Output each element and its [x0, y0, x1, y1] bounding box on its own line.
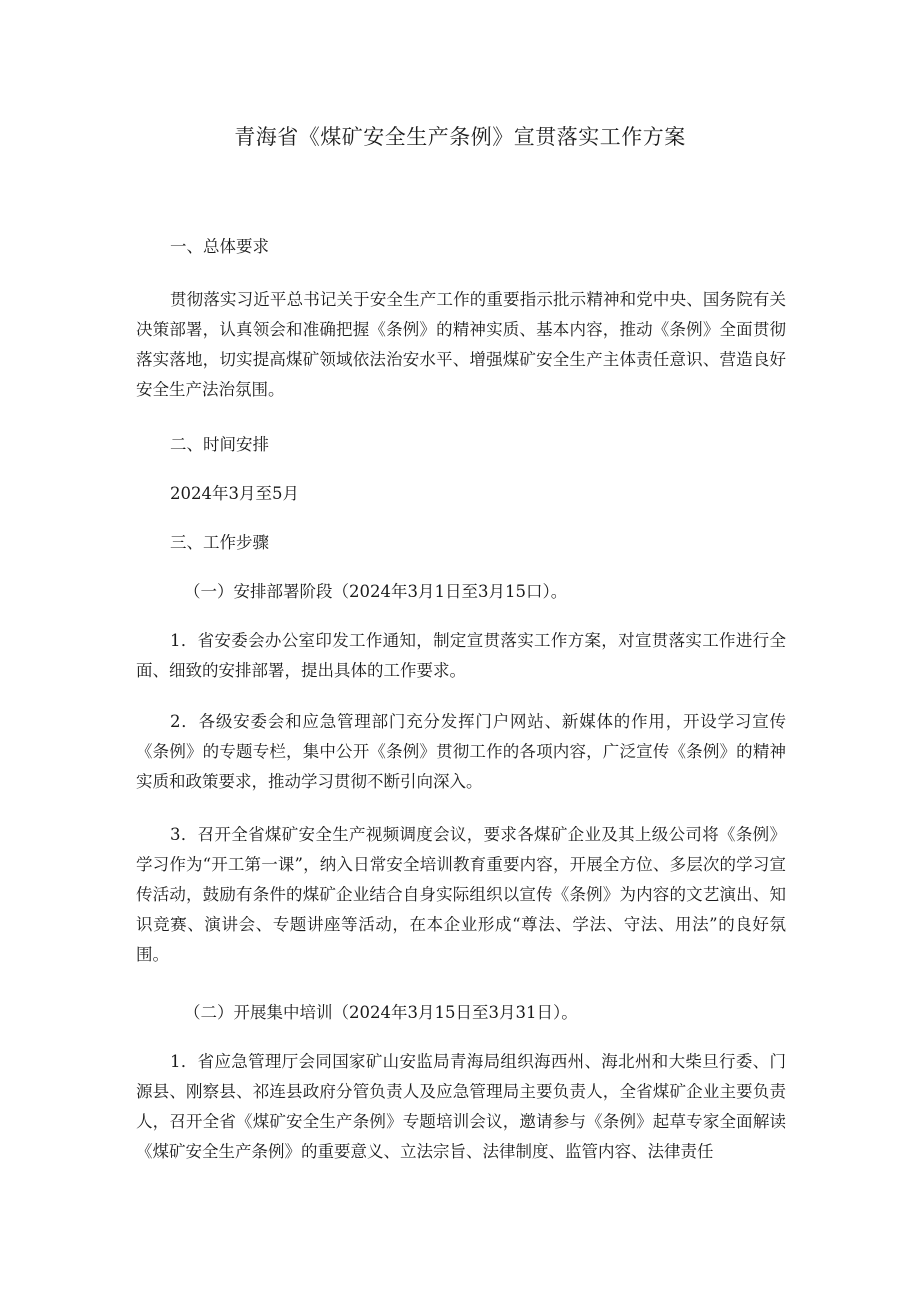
list-item-phase1-3: 3．召开全省煤矿安全生产视频调度会议，要求各煤矿企业及其上级公司将《条例》学习作为“开工第一课”，纳入日常安全培训教育重要内容，开展全方位、多层次的学习宣传活动，鼓励有条件的煤矿企业结合自身实际组织以宣传《条例》为内容的文艺演出、知识竞赛、演讲会、专题讲座等活动，在本企业形成“尊法、学法、守法、用法”的良好氛围。	[136, 825, 786, 964]
paragraph-schedule: 2024年3月至5月	[170, 484, 299, 503]
list-item-phase1-1: 1．省安委会办公室印发工作通知，制定宣贯落实工作方案，对宣贯落实工作进行全面、细致的安排部署，提出具体的工作要求。	[136, 631, 786, 680]
subheading-training-phase: （二）开展集中培训（2024年3月15日至3月31日）。	[184, 1003, 578, 1022]
subheading-deployment-phase: （一）安排部署阶段（2024年3月1日至3月15口）。	[184, 582, 568, 601]
section-heading-schedule: 二、时间安排	[170, 435, 269, 454]
section-heading-work-steps: 三、工作步骤	[170, 533, 269, 552]
list-item-phase2-1: 1．省应急管理厅会同国家矿山安监局青海局组织海西州、海北州和大柴旦行委、门源县、刚察县、祁连县政府分管负责人及应急管理局主要负责人，全省煤矿企业主要负责人，召开全省《煤矿安全生产条例》专题培训会议，邀请参与《条例》起草专家全面解读《煤矿安全生产条例》的重要意义、立法宗旨、法律制度、监管内容、法律责任	[136, 1052, 786, 1161]
section-heading-general-requirements: 一、总体要求	[170, 237, 269, 256]
document-title: 青海省《煤矿安全生产条例》宣贯落实工作方案	[234, 125, 686, 149]
paragraph-general-requirements: 贯彻落实习近平总书记关于安全生产工作的重要指示批示精神和党中央、国务院有关决策部署，认真领会和准确把握《条例》的精神实质、基本内容，推动《条例》全面贯彻落实落地，切实提高煤矿领域依法治安水平、增强煤矿安全生产主体责任意识、营造良好安全生产法治氛围。	[136, 290, 786, 399]
list-item-phase1-2: 2．各级安委会和应急管理部门充分发挥门户网站、新媒体的作用，开设学习宣传《条例》的专题专栏，集中公开《条例》贯彻工作的各项内容，广泛宣传《条例》的精神实质和政策要求，推动学习贯彻不断引向深入。	[136, 712, 786, 791]
